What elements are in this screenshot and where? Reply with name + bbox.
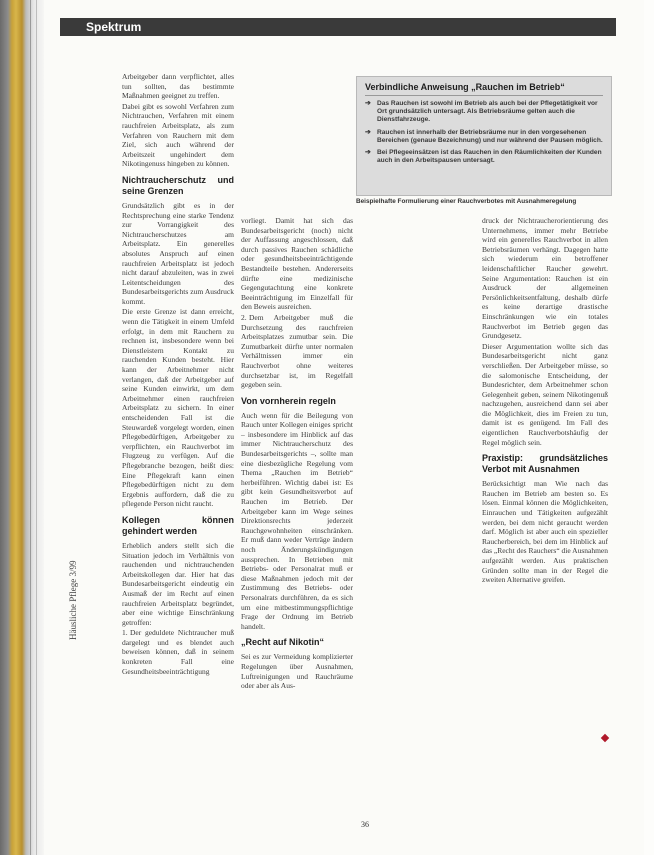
box-item bbox=[365, 149, 603, 165]
paragraph: Arbeitgeber dann verpflichtet, alles tun sollten, das bestimmte Maßnahmen geeignet zu treffen. bbox=[122, 72, 234, 101]
column-2 bbox=[241, 216, 353, 692]
page-number: 36 bbox=[361, 820, 369, 829]
box-title: Verbindliche Anweisung „Rauchen im Betrieb“ bbox=[365, 82, 565, 92]
arrow-icon: ➔ bbox=[365, 128, 371, 136]
arrow-icon: ➔ bbox=[365, 100, 371, 107]
paragraph: Sei es zur Vermeidung komplizierter Regelungen über Ausnahmen, Luftreinigungen und Rauchräume oder aber als Aus- bbox=[241, 652, 353, 691]
box-item-text: Bei Pflegeeinsätzen ist das Rauchen in den Räumlichkeiten der Kunden auch in den Arbeitspausen untersagt. bbox=[377, 149, 602, 165]
box-item bbox=[365, 129, 603, 145]
box-item-text: Rauchen ist innerhalb der Betriebsräume nur in den vorgesehenen Bereichen (genaue Bezeichnung) und nur während der Pausen möglich. bbox=[377, 128, 603, 144]
subheading: „Recht auf Nikotin“ bbox=[241, 637, 325, 648]
box-list bbox=[357, 100, 611, 165]
column-3 bbox=[482, 216, 608, 586]
paragraph: druck der Nichtraucherorientierung des Unternehmens, immer mehr Betriebe wird ein generelles Rauchverbot in allen Betriebsräumen verhängt. Dagegen hatte sich wiederum ein betroffener leidenschaftlicher Raucher gewehrt. Seine Argumentation: Rauchen ist ein Ausdruck der allgemeinen Persönlichkeitsentfaltung, deshalb dürfe es keine derartige drastische Einschränkungen wie ein totales Rauchverbot im Betrieb gegen das Grundgesetz. bbox=[482, 216, 608, 341]
book-spine bbox=[0, 0, 44, 855]
arrow-icon: ➔ bbox=[365, 149, 371, 157]
box-item bbox=[365, 100, 603, 125]
paragraph: vorliegt. Damit hat sich das Bundesarbeitsgericht (noch) nicht der Auffassung angeschlossen, daß durch passives Rauchen schädliche oder gesundheitsbeeinträchtigende Bestandteile bestehen. Andererseits dürfte eine medizinische Gegengutachtung eine konkrete Beeinträchtigung im Einzelfall für den Beweis ausreichen. bbox=[241, 216, 353, 312]
paragraph: Grundsätzlich gibt es in der Rechtsprechung eine starke Tendenz zur Vorrangigkeit des Nichtraucherschutzes am Arbeitsplatz. Ein generelles absolutes Anspruch auf einen rauchfreien Arbeitsplatz ist jedoch nicht darauf abzuleiten, was in zwei Leitentscheidungen des Bundesarbeitsgerichts zum Ausdruck kommt. bbox=[122, 200, 234, 306]
paragraph: Erheblich anders stellt sich die Situation jedoch im Verhältnis von rauchenden und nichtrauchenden Arbeitskollegen dar. Hier hat das Bundesarbeitsgericht eindeutig ein Ausmaß der im Recht auf einen rauchfreien Arbeitsplatz begründet, aber eine wichtige Einschränkung getroffen: bbox=[122, 540, 234, 627]
divider bbox=[365, 95, 603, 96]
list-item: 1. Der geduldete Nichtraucher muß dargelegt und es blendet auch beweisen können, daß in seinem konkreten Fall eine Gesundheitsbeeinträchtigung bbox=[122, 628, 234, 676]
page-edge bbox=[30, 0, 31, 855]
section-label: Spektrum bbox=[86, 20, 142, 34]
section-header-bar bbox=[60, 18, 616, 36]
paragraph: Berücksichtigt man Wie nach das Rauchen im Betrieb am besten so. Es lösen. Einmal können die Möglichkeiten, Einrauchen und Tätigkeiten aufgezählt werden, bei dem nicht geraucht werden darf. Möglich ist aber auch ein spezieller Raucherbereich, bei dem im Hinblick auf das „Recht des Rauchers“ die Ausnahmen aufgezählt werden. Aus praktischen Gründen sollte man in der Regel die zweiten Alternative greifen. bbox=[482, 479, 609, 585]
paragraph: Auch wenn für die Beilegung von Rauch unter Kollegen einiges spricht – insbesondere im Hinblick auf das immer Nichtraucherschutz des Bundesarbeitsgerichts –, sollte man eine diesbezügliche Regelung vom Thema „Rauchen im Betrieb“ herbeiführen. Wichtig dabei ist: Es gibt kein Gesundheitsverbot auf Rauchen im Betrieb. Der Arbeitgeber kann im Wege seines Direktionsrechts jederzeit Rauchgewohnheiten einschränken. Er muß dann weder Verträge ändern noch Änderungskündigungen aussprechen. In Betrieben mit Betriebs- oder Personalrat muß er diese Maßnahmen jedoch mit der Zustimmung des Betriebs- oder Personalrats durchführen, da es sich um eine mitbestimmungspflichtige Frage der Ordnung im Betrieb handelt. bbox=[241, 410, 353, 631]
paragraph: Dabei gibt es sowohl Verfahren zum Nichtrauchen, Verfahren mit einem rauchfreien Arbeitsplatz, als zum Verfahren von Rauchern mit dem Ziel, sich auch während der Arbeitszeit ungehindert dem Nikotingenuss hingeben zu können. bbox=[122, 101, 234, 169]
list-item: 2. Dem Arbeitgeber muß die Durchsetzung des rauchfreien Arbeitsplatzes zumutbar sein. Die Zumutbarkeit dürfte unter normalen Verhältnissen immer ein Rauchverbot ohne weiteres durchsetzbar ist, im Regelfall gegeben sein. bbox=[241, 312, 353, 390]
column-1 bbox=[122, 72, 234, 677]
box-caption: Beispielhafte Formulierung einer Rauchverbotes mit Ausnahmeregelung bbox=[356, 198, 577, 205]
page-edge bbox=[36, 0, 37, 855]
box-item-text: Das Rauchen ist sowohl im Betrieb als auch bei der Pflegetätigkeit vor Ort grundsätzlich untersagt. Als Betriebsräume gelten auch die Dienstfahrzeuge. bbox=[377, 100, 598, 124]
paragraph: Dieser Argumentation wollte sich das Bundesarbeitsgericht nicht ganz verschließen. Der Arbeitgeber müsse, so die salomonische Entscheidung, der Bundesrichter, dem Arbeitnehmer schon Gelegenheit geben, seinem Nikotingenuß nachzugehen, ausreichend dann sei aber die Möglichkeit, dies im Freien zu tun, damit ist es genügend. Im Fall des eigentlichen Rauchverbotshäufig der Regel möglich sein. bbox=[482, 341, 608, 447]
subheading: Kollegen können gehindert werden bbox=[122, 514, 234, 536]
journal-issue-label: Häusliche Pflege 3/99 bbox=[68, 560, 78, 640]
list-item-text: Dem Arbeitgeber muß die Durchsetzung des rauchfreien Arbeitsplatzes zumutbar sein. Die Zumutbarkeit dürfte unter normalen Verhältnissen immer ein Rauchverbot ohne weiteres durchsetzbar ist, im Regelfall gegeben sein. bbox=[241, 312, 353, 390]
subheading: Nichtraucherschutz und seine Grenzen bbox=[122, 174, 234, 196]
list-item-text: Der geduldete Nichtraucher muß dargelegt und es blendet auch beweisen können, daß in seinem konkreten Fall eine Gesundheitsbeeinträchtigung bbox=[122, 628, 234, 676]
subheading: Praxistip: grundsätzliches Verbot mit Ausnahmen bbox=[482, 453, 608, 475]
subheading: Von vornherein regeln bbox=[241, 395, 336, 406]
info-box bbox=[356, 76, 612, 196]
paragraph: Die erste Grenze ist dann erreicht, wenn die Tätigkeit in einem Umfeld erfolgt, in dem mit Rauchern zu rechnen ist, insbesondere wenn bei Dienstleistern Kontakt zu rauchenden Kunden besteht. Hier kann der Arbeitnehmer nicht verlangen, daß der Arbeitgeber auf seine Kunden einwirkt, um dem Arbeitnehmer einen rauchfreien Arbeitsplatz zu sichern. In einer entscheidenden Fall ist die Steuwardeß vorgelegt worden, einen Pflegebedürftigen, Arbeitgeber zu verpflichten, ein Rauchverbot im Flugzeug zu verfügen. Auf die Pflegebranche bezogen, heißt dies: Eine Pflegekraft kann einen Pflegebedürftigen nicht zu dem Ergebnis auffordern, daß die zu pflegende Person nicht raucht. bbox=[122, 307, 234, 509]
